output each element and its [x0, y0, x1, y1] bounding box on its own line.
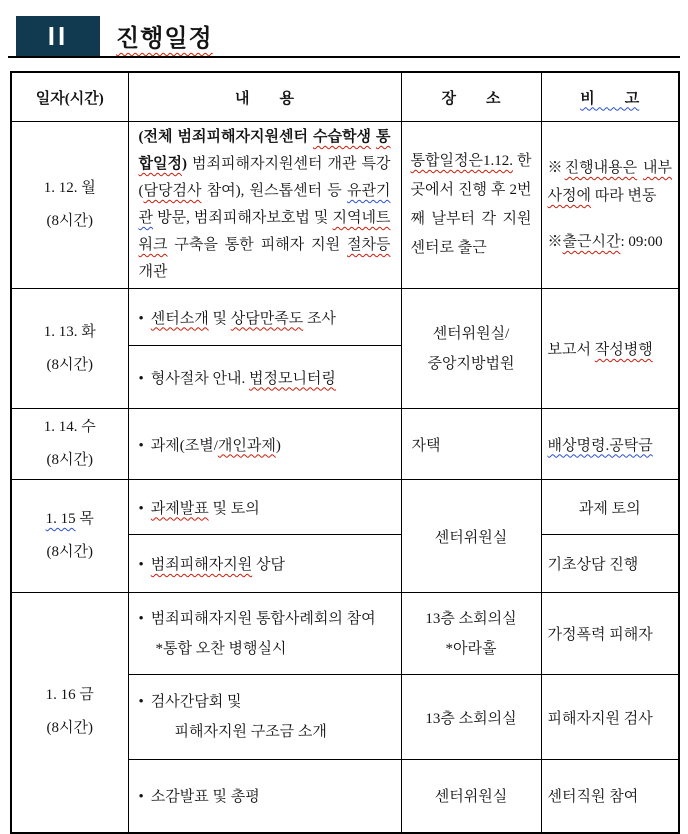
text-run: 및 토의	[208, 500, 260, 517]
text-run: 내부	[643, 160, 672, 176]
text-run: 작성병행	[594, 342, 653, 358]
schedule-table	[10, 71, 680, 834]
text-run: 범죄피해자지원	[150, 557, 253, 573]
text-run: 보고서	[547, 342, 595, 358]
text-run: 상담만족도	[230, 310, 304, 327]
time-line: (8시간)	[46, 356, 93, 373]
cell-date	[11, 409, 128, 480]
cell-content	[128, 409, 401, 480]
text-run: 형사절차 안내.	[150, 370, 249, 387]
place-line: 13층 소회의실	[425, 610, 517, 627]
place-line: *아라홀	[445, 640, 497, 657]
cell-date	[11, 122, 128, 289]
table-header-row	[11, 72, 679, 122]
text-run: 과제(조별/	[150, 437, 218, 454]
bullet-marker: •	[138, 370, 144, 387]
schedule-table-wrap	[10, 71, 678, 834]
cell-date	[11, 593, 128, 833]
table-row	[11, 593, 679, 675]
text-run: 한 곳에서 진행 후 2번째 날부터 각 지원센터로 출근	[410, 153, 532, 256]
text-run: 유관기관	[138, 183, 391, 226]
text-run: 과제 토의	[578, 500, 641, 517]
text-run: 13층 소회의실	[425, 710, 517, 727]
text-run: 범죄피해자지원 통합사례회의 참여	[150, 610, 376, 627]
text-run: 센터소개	[150, 310, 209, 327]
bullet-marker: •	[138, 437, 144, 454]
text-run: 구축을 통한 피해자 지원	[167, 237, 348, 253]
text-run: 센터위원실	[434, 529, 508, 546]
cell-date	[11, 289, 128, 409]
cell-place	[401, 760, 541, 833]
text-run: 법정모니터링	[248, 370, 336, 387]
text-run: 목	[75, 511, 94, 527]
cell-place	[401, 593, 541, 675]
text-run: 진행내용은	[564, 160, 638, 176]
section-header	[8, 8, 680, 58]
text-run: 자택	[411, 437, 441, 454]
col-header-content: 내 용	[128, 72, 401, 122]
page-title: 진행일정	[116, 26, 213, 52]
cell-remarks	[541, 535, 679, 593]
date-line	[14, 503, 126, 536]
content-subline: *통합 오찬 병행실시	[155, 640, 287, 657]
cell-place	[401, 289, 541, 409]
content-line	[139, 604, 391, 634]
section-number-badge	[16, 16, 100, 56]
reference-mark: ※	[547, 160, 565, 176]
cell-remarks	[541, 675, 679, 760]
cell-place	[401, 122, 541, 289]
text-run: 센터직원 참여	[547, 789, 639, 806]
text-run: 조사	[303, 310, 336, 327]
col-header-remarks-label: 비 고	[580, 90, 640, 107]
text-run: 따라 변동	[590, 188, 657, 204]
time-line: (8시간)	[46, 213, 93, 229]
content-subline: 피해자지원 구조금 소개	[174, 724, 327, 740]
text-run: 통합일정	[138, 129, 391, 172]
time-line: (8시간)	[46, 452, 93, 468]
text-run: 개관	[138, 264, 168, 280]
bullet-marker: •	[138, 500, 144, 517]
remark-line	[548, 154, 673, 210]
cell-content	[128, 593, 401, 675]
bullet-marker: •	[138, 310, 144, 327]
text-run: 기초상담 진행	[547, 557, 639, 573]
cell-content	[128, 346, 401, 409]
date-line: 1. 12. 월	[43, 180, 96, 196]
cell-content	[128, 122, 401, 289]
text-run: 출근시간	[562, 234, 621, 250]
text-run: 통합일정은1.12.	[410, 153, 513, 169]
time-line: (8시간)	[46, 544, 93, 560]
col-header-place: 장 소	[401, 72, 541, 122]
date-line: 1. 16 금	[45, 687, 94, 704]
cell-date	[11, 480, 128, 593]
text-run: 범죄피해자지원센터 개관 특강(	[138, 156, 391, 199]
text-run: 참여), 원스톱센터 등	[201, 183, 348, 199]
cell-content	[128, 480, 401, 535]
cell-place	[401, 675, 541, 760]
cell-content	[128, 760, 401, 833]
cell-content	[128, 675, 401, 760]
text-run: 담당검사	[143, 183, 202, 199]
text-run: 센터위원실	[434, 789, 508, 806]
bullet-marker: •	[138, 694, 144, 710]
date-line: 1. 13. 화	[43, 323, 96, 340]
text-run: 배상명령.공탁금	[547, 437, 653, 454]
text-run: 및	[208, 310, 231, 327]
bullet-marker: •	[138, 557, 144, 573]
text-run: 과제발표	[150, 500, 209, 517]
text-run: : 09:00	[620, 234, 663, 250]
remark-line	[548, 228, 673, 256]
date-line: 1. 14. 수	[43, 419, 96, 435]
content-line	[139, 687, 391, 717]
text-run: 피해자지원 검사	[547, 710, 653, 727]
bullet-marker: •	[138, 789, 144, 806]
cell-place	[401, 480, 541, 593]
document-page	[0, 8, 688, 834]
place-line: 센터위원실/	[432, 325, 510, 342]
cell-remarks	[541, 593, 679, 675]
cell-place	[401, 409, 541, 480]
table-row	[11, 409, 679, 480]
cell-remarks	[541, 409, 679, 480]
text-run: 지역네트워크	[138, 210, 391, 253]
cell-content	[128, 535, 401, 593]
time-line: (8시간)	[46, 720, 93, 737]
text-run: 검사간담회 및	[150, 694, 242, 710]
table-row	[11, 289, 679, 346]
col-header-remarks	[541, 72, 679, 122]
text-run: 상담	[252, 557, 285, 573]
text-run: 사정에	[547, 188, 591, 204]
cell-remarks	[541, 480, 679, 535]
col-header-date: 일자(시간)	[11, 72, 128, 122]
reference-mark: ※	[547, 234, 563, 250]
table-row	[11, 122, 679, 289]
text-run: 소감발표 및 총평	[150, 789, 260, 806]
bullet-marker: •	[138, 610, 144, 627]
text-run: )	[275, 437, 281, 454]
cell-remarks	[541, 122, 679, 289]
text-run: (전체 범죄피해자지원센터	[138, 129, 313, 145]
text-run: )	[181, 156, 193, 172]
section-number: II	[47, 20, 69, 51]
place-line: 중앙지방법원	[427, 355, 515, 372]
cell-remarks	[541, 760, 679, 833]
text-run: 방문, 범죄피해자보호법 및	[153, 210, 333, 226]
cell-remarks	[541, 289, 679, 409]
table-row	[11, 480, 679, 535]
text-run: 1. 15	[45, 511, 76, 527]
text-run: 개인과제	[217, 437, 276, 454]
cell-content	[128, 289, 401, 346]
text-run: 가정폭력 피해자	[547, 627, 653, 643]
text-run: 수습학생	[312, 129, 371, 145]
text-run: 절차등	[347, 237, 391, 253]
